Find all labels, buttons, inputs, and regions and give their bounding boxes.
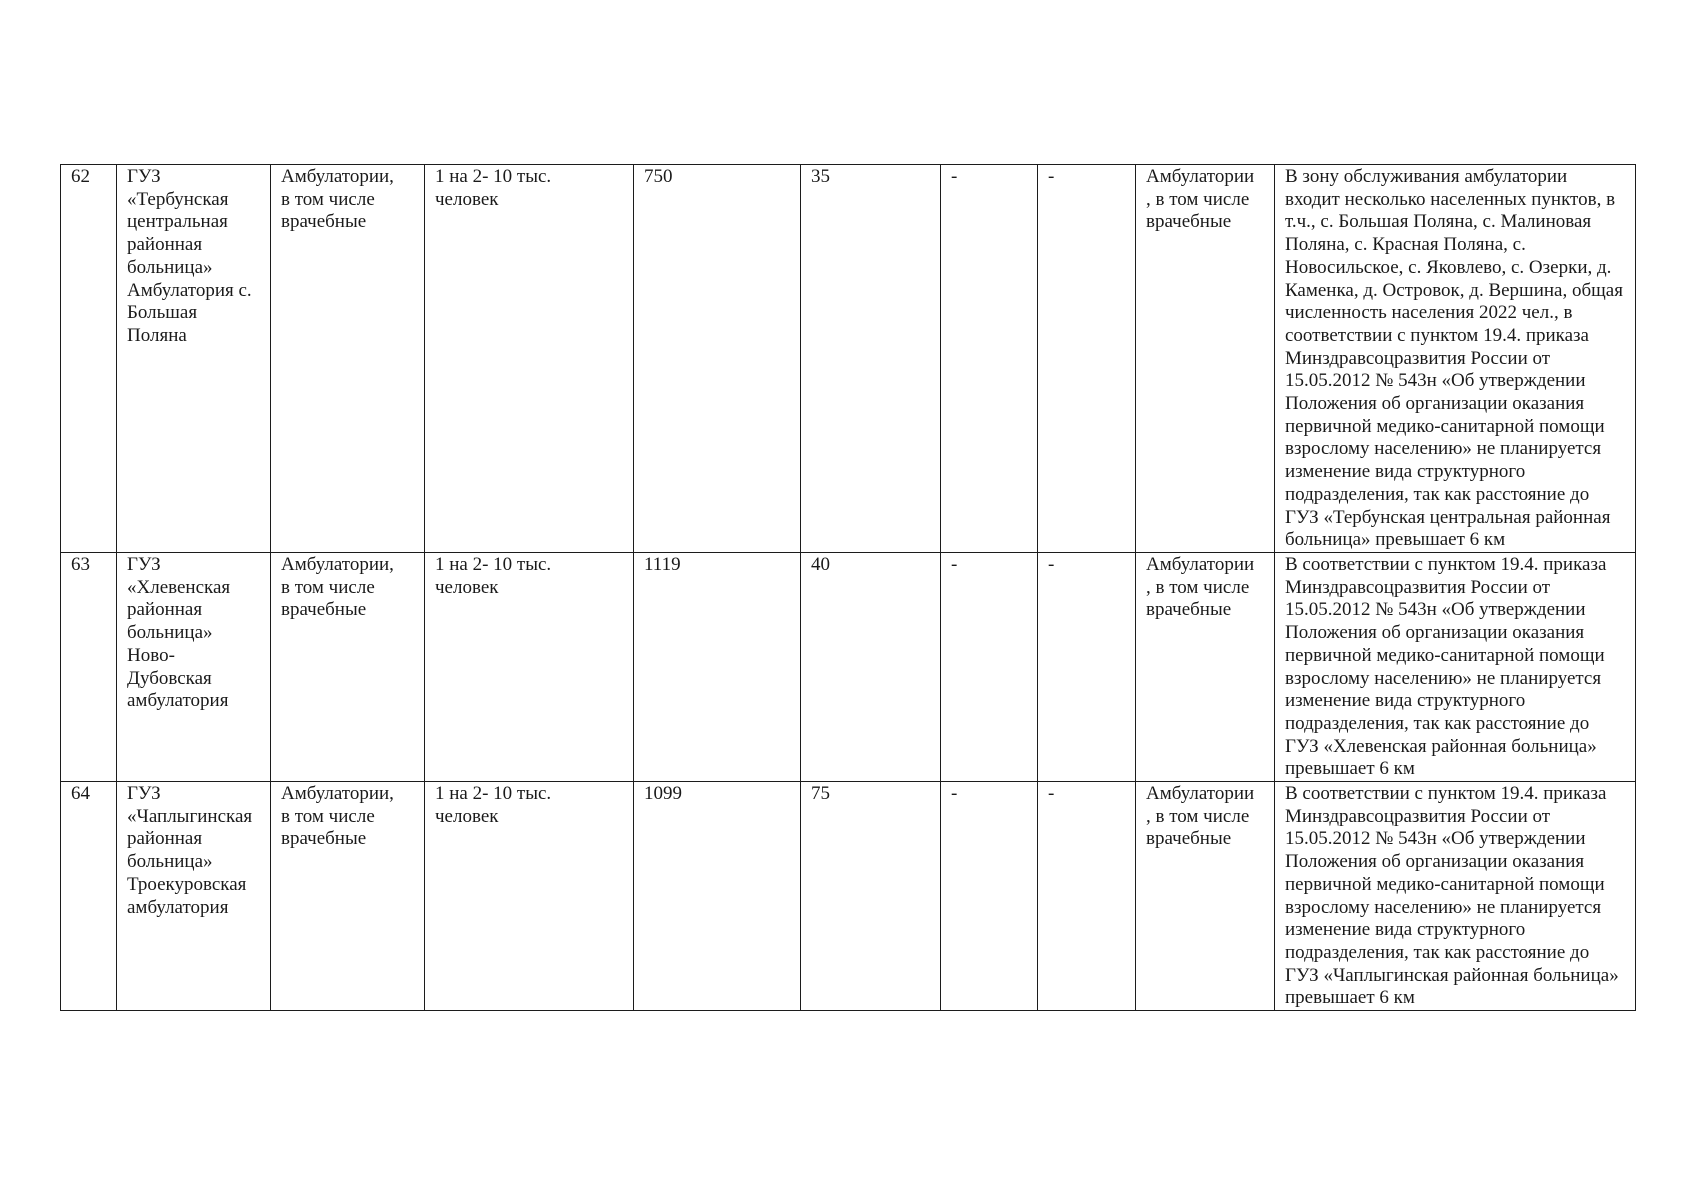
planned-type-cell: [1136, 165, 1275, 553]
facility-type-cell: [271, 782, 425, 1011]
organization-name: ГУЗ «Тербунская центральная районная больница» Амбулатория с. Большая Поляна: [127, 166, 252, 346]
population-cell: [634, 165, 801, 553]
population-cell: [634, 553, 801, 782]
distance-cell: [801, 782, 941, 1011]
col8-value: -: [1048, 166, 1055, 187]
distance-value: 75: [811, 783, 830, 805]
population-value: 1099: [644, 783, 682, 805]
facility-type: Амбулатории, в том числе врачебные: [281, 166, 394, 233]
distance-cell: [801, 553, 941, 782]
organization-cell: [117, 553, 271, 782]
note-cell: [1275, 165, 1636, 553]
col7-cell: [941, 553, 1038, 782]
note-text: В зону обслуживания амбулатории входит несколько населенных пунктов, в т.ч., с. Большая Поляна, с. Малиновая Поляна, с. Красная Поляна, с. Новосильское, с. Яковлево, с. Озерки, д. Каменка, д. Островок, д. Вершина, общая численность населения 2022 чел., в соответствии с пунктом 19.4. приказа Минздравсоцразвития России от 15.05.2012 № 543н «Об утверждении Положения об организации оказания первичной медико-санитарной помощи взрослому населению» не планируется изменение вида структурного подразделения, так как расстояние до ГУЗ «Тербунская центральная районная больница» превышает 6 км: [1285, 166, 1623, 551]
population-value: 1119: [644, 554, 681, 575]
facility-type: Амбулатории, в том числе врачебные: [281, 554, 394, 621]
organization-cell: [117, 782, 271, 1011]
col7-cell: [941, 165, 1038, 553]
organization-cell: [117, 165, 271, 553]
distance-cell: [801, 165, 941, 553]
row-number: 62: [71, 166, 90, 187]
row-number: 63: [71, 554, 90, 575]
facilities-table: [60, 164, 1636, 1011]
norm-value: 1 на 2- 10 тыс. человек: [435, 783, 552, 827]
row-number: 64: [71, 783, 90, 805]
col8-value: -: [1048, 783, 1055, 805]
norm-cell: [425, 165, 634, 553]
organization-name: ГУЗ «Хлевенская районная больница» Ново- Дубовская амбулатория: [127, 554, 231, 712]
planned-type-cell: [1136, 782, 1275, 1011]
population-value: 750: [644, 166, 673, 187]
col8-value: -: [1048, 554, 1055, 575]
facility-type: Амбулатории, в том числе врачебные: [281, 783, 394, 850]
planned-type-cell: [1136, 553, 1275, 782]
norm-cell: [425, 782, 634, 1011]
organization-name: ГУЗ «Чаплыгинская районная больница» Троекуровская амбулатория: [127, 783, 253, 918]
planned-type: Амбулатории , в том числе врачебные: [1146, 554, 1255, 621]
col8-cell: [1038, 553, 1136, 782]
table-row: [61, 553, 1636, 782]
distance-value: 40: [811, 554, 830, 575]
norm-value: 1 на 2- 10 тыс. человек: [435, 166, 552, 210]
note-text: В соответствии с пунктом 19.4. приказа Минздравсоцразвития России от 15.05.2012 № 543н «Об утверждении Положения об организации оказания первичной медико-санитарной помощи взрослому населению» не планируется изменение вида структурного подразделения, так как расстояние до ГУЗ «Хлевенская районная больница» превышает 6 км: [1285, 554, 1607, 780]
planned-type: Амбулатории , в том числе врачебные: [1146, 166, 1255, 233]
facility-type-cell: [271, 165, 425, 553]
col8-cell: [1038, 782, 1136, 1011]
col7-value: -: [951, 783, 958, 805]
row-number-cell: [61, 782, 117, 1011]
note-cell: [1275, 553, 1636, 782]
col7-value: -: [951, 554, 958, 575]
note-cell: [1275, 782, 1636, 1011]
row-number-cell: [61, 553, 117, 782]
col7-cell: [941, 782, 1038, 1011]
population-cell: [634, 782, 801, 1011]
norm-cell: [425, 553, 634, 782]
planned-type: Амбулатории , в том числе врачебные: [1146, 783, 1255, 850]
row-number-cell: [61, 165, 117, 553]
note-text: В соответствии с пунктом 19.4. приказа Минздравсоцразвития России от 15.05.2012 № 543н «Об утверждении Положения об организации оказания первичной медико-санитарной помощи взрослому населению» не планируется изменение вида структурного подразделения, так как расстояние до ГУЗ «Чаплыгинская районная больница» превышает 6 км: [1285, 783, 1619, 1009]
table-row: [61, 165, 1636, 553]
col7-value: -: [951, 166, 958, 187]
norm-value: 1 на 2- 10 тыс. человек: [435, 554, 552, 598]
facility-type-cell: [271, 553, 425, 782]
col8-cell: [1038, 165, 1136, 553]
distance-value: 35: [811, 166, 830, 187]
table-row: [61, 782, 1636, 1011]
